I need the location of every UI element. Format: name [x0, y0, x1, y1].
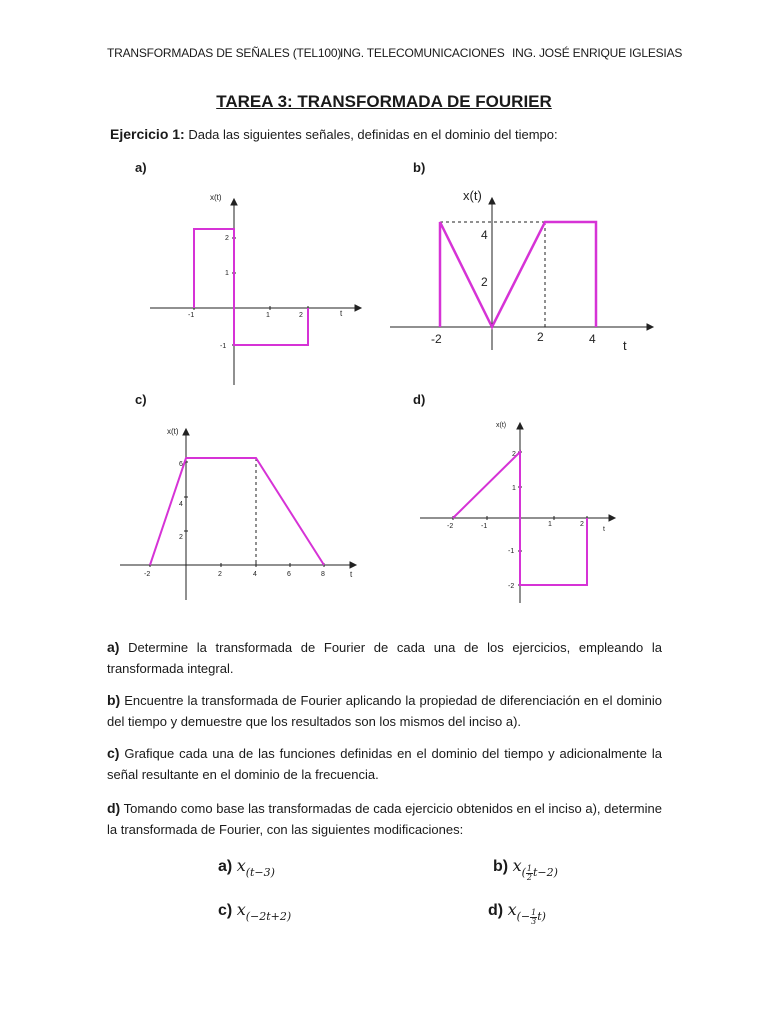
plot-d-xtick: 1 [548, 521, 552, 528]
question-a [107, 637, 662, 679]
modification-a-var: x [236, 856, 246, 875]
question-b-text: Encuentre la transformada de Fourier aplicando la propiedad de diferenciación en el dominio del tiempo y demuestre que los resultados son los mismos del inciso a). [107, 693, 662, 729]
plot-a-ytick: -1 [220, 343, 227, 350]
plot-a-xtick: 1 [266, 312, 270, 319]
plot-d-xlabel: t [603, 526, 605, 533]
modification-b-frac-den: 2 [526, 872, 532, 882]
modification-d-arg-pre: (− [516, 910, 531, 923]
modification-d-label: d) [488, 902, 504, 919]
plot-d [415, 415, 630, 610]
plot-c-xtick: -2 [144, 571, 151, 578]
plot-c-ytick: 6 [179, 461, 183, 468]
modification-d [488, 900, 546, 926]
modification-d-frac-den: 3 [531, 916, 537, 926]
plot-d-ytick: -2 [508, 583, 515, 590]
plot-b-ytick: 4 [481, 228, 488, 242]
plot-d-xtick: -1 [481, 523, 488, 530]
modification-b-label: b) [493, 858, 509, 875]
modification-b-fraction [526, 865, 533, 882]
plot-b-label: b) [413, 160, 426, 175]
header-course: TRANSFORMADAS DE SEÑALES (TEL100) [107, 46, 342, 60]
exercise-label: Ejercicio 1: [110, 126, 185, 142]
plot-b-xtick: 4 [589, 332, 596, 346]
plot-b [385, 180, 665, 380]
question-d-text: Tomando como base las transformadas de cada ejercicio obtenidos en el inciso a), determine la transformada de Fourier, con las siguientes modificaciones: [107, 801, 662, 837]
plot-b-ytick: 2 [481, 275, 488, 289]
plot-c [110, 420, 370, 610]
plot-c-ytick: 4 [179, 501, 183, 508]
modification-b-arg-post: t−2) [532, 866, 558, 879]
plot-a-ylabel: x(t) [210, 193, 222, 202]
plot-b-xtick: -2 [431, 332, 442, 346]
question-b [107, 690, 662, 732]
question-c-text: Grafique cada una de las funciones definidas en el dominio del tiempo y adicionalmente la señal resultante en el dominio de la frecuencia. [107, 746, 662, 782]
modification-d-var: x [507, 900, 517, 919]
plot-d-ytick: -1 [508, 548, 515, 555]
exercise-intro [110, 126, 558, 142]
page-title: TAREA 3: TRANSFORMADA DE FOURIER [216, 92, 552, 111]
plot-b-ylabel: x(t) [463, 188, 482, 203]
modification-c-label: c) [218, 902, 233, 919]
plot-d-label: d) [413, 392, 426, 407]
modification-b-var: x [512, 856, 522, 875]
modification-c-arg: (−2t+2) [245, 910, 292, 923]
modification-a [218, 856, 275, 879]
plot-d-ylabel: x(t) [496, 422, 507, 429]
plot-b-xlabel: t [623, 338, 627, 353]
modification-c [218, 900, 292, 923]
plot-d-ytick: 2 [512, 451, 516, 458]
plot-c-xlabel: t [350, 570, 353, 579]
plot-d-xtick: 2 [580, 521, 584, 528]
plot-c-xtick: 2 [218, 571, 222, 578]
question-d [107, 798, 662, 840]
plot-a-signal [194, 229, 308, 345]
modification-b [493, 856, 558, 882]
plot-a-xtick: 2 [299, 312, 303, 319]
plot-b-signal [440, 222, 596, 327]
modification-d-arg-post: t) [537, 910, 546, 923]
plot-a-ytick: 2 [225, 235, 229, 242]
modification-a-arg: (t−3) [245, 866, 275, 879]
plot-d-axes [420, 423, 615, 603]
question-d-label: d) [107, 800, 121, 816]
exercise-text: Dada las siguientes señales, definidas en el dominio del tiempo: [188, 127, 558, 142]
plot-b-axes [390, 198, 653, 350]
plot-a-label: a) [135, 160, 147, 175]
question-c [107, 743, 662, 785]
plot-c-ytick: 2 [179, 534, 183, 541]
modification-d-frac-num: 1 [531, 907, 537, 917]
plot-c-xtick: 6 [287, 571, 291, 578]
question-c-label: c) [107, 745, 120, 761]
question-a-text: Determine la transformada de Fourier de cada una de los ejercicios, empleando la transformada integral. [107, 640, 662, 676]
plot-d-ytick: 1 [512, 485, 516, 492]
question-a-label: a) [107, 639, 120, 655]
plot-a-xtick: -1 [188, 312, 195, 319]
header-teacher: ING. JOSÉ ENRIQUE IGLESIAS [512, 46, 683, 60]
modification-a-label: a) [218, 858, 233, 875]
plot-c-signal [150, 458, 324, 565]
plot-c-ylabel: x(t) [167, 427, 179, 436]
question-b-label: b) [107, 692, 121, 708]
plot-b-xtick: 2 [537, 330, 544, 344]
plot-a [140, 180, 370, 390]
plot-d-xtick: -2 [447, 523, 454, 530]
plot-c-label: c) [135, 392, 147, 407]
modification-c-var: x [236, 900, 246, 919]
plot-a-axes [150, 199, 361, 385]
header-career: ING. TELECOMUNICACIONES [340, 46, 505, 60]
plot-a-xlabel: t [340, 309, 343, 318]
plot-c-xtick: 8 [321, 571, 325, 578]
plot-a-ytick: 1 [225, 270, 229, 277]
modification-b-arg-pre: ( [521, 866, 526, 879]
modification-b-frac-num: 1 [526, 863, 532, 873]
plot-c-xtick: 4 [253, 571, 257, 578]
